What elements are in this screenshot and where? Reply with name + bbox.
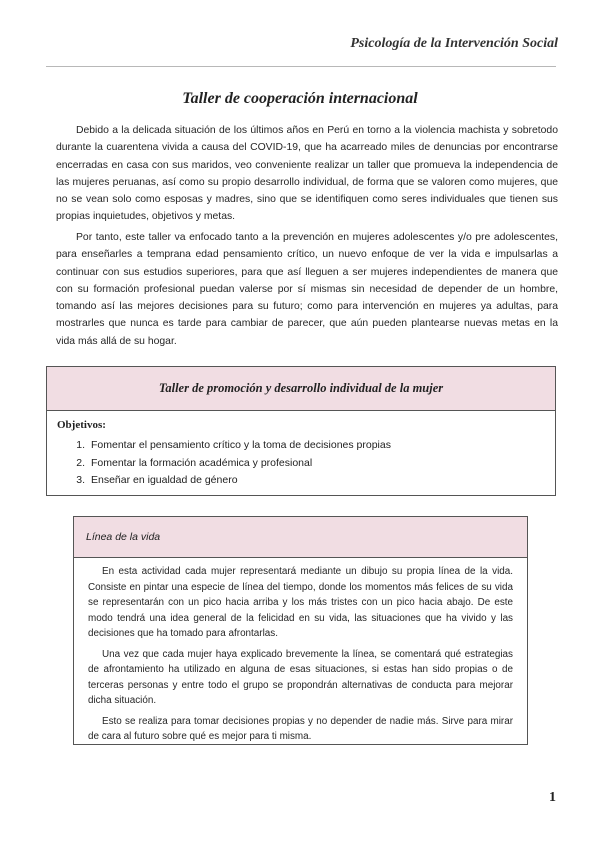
- running-header: Psicología de la Intervención Social: [350, 36, 558, 51]
- objective-item: [57, 455, 545, 473]
- objective-number: 1.: [76, 439, 85, 451]
- objective-item: [57, 437, 545, 455]
- focus-paragraph: Por tanto, este taller va enfocado tanto a la prevención en mujeres adolescentes y/o pre adolescentes, para enseñarles a temprana edad pensamiento crítico, un nuevo enfoque de ver la vida e impulsarlas a continuar con sus estudios superiores, para que así lleguen a ser mujeres independientes de manera que con su formación profesional puedan valerse por sí mismas sin necesidad de depender de un hombre, tomando así las mejores decisiones para su futuro; como para intervención en mujeres ya adultas, para mostrarles que nunca es tarde para cambiar de parecer, que aún pueden plantearse nuevas metas en la vida más allá de su hogar.: [56, 232, 558, 347]
- objectives-list: [57, 437, 545, 490]
- workshop-title: Taller de promoción y desarrollo individual de la mujer: [47, 367, 555, 411]
- objective-item: [57, 472, 545, 490]
- objectives-label: Objetivos:: [57, 419, 106, 431]
- workshop-body: [47, 411, 555, 490]
- objective-text: Fomentar el pensamiento crítico y la toma de decisiones propias: [91, 439, 391, 451]
- objective-text: Fomentar la formación académica y profesional: [91, 456, 313, 469]
- objective-text: Enseñar en igualdad de género: [91, 474, 238, 486]
- document-title: Taller de cooperación internacional: [182, 90, 418, 107]
- page-number: 1: [549, 790, 556, 805]
- workshop-box: [46, 366, 556, 496]
- activity-paragraph: Esto se realiza para tomar decisiones propias y no depender de nadie más. Sirve para mirar de cara al futuro sobre qué es mejor para ti misma.: [88, 715, 513, 742]
- activity-box: [73, 516, 528, 745]
- objective-number: 2.: [76, 456, 85, 469]
- header-divider: [46, 66, 556, 67]
- intro-paragraph: Debido a la delicada situación de los últimos años en Perú en torno a la violencia machista y sobretodo durante la cuarentena vivida a causa del COVID-19, que ha acarreado miles de denuncias por encontrarse encerradas en casa con sus maridos, veo conveniente realizar un taller que promueva la independencia de las mujeres peruanas, así como su propio desarrollo individual, de forma que se valoren como mujeres, que no se vean solo como esposas y madres, sino que se identifiquen como seres individuales que tienen sus propias inquietudes, objetivos y metas.: [56, 125, 558, 223]
- activity-body: [74, 558, 527, 745]
- activity-paragraph: En esta actividad cada mujer representará mediante un dibujo su propia línea de la vida. Consiste en pintar una especie de línea del tiempo, donde los momentos más felices de su vida se representarán con un pico hacia arriba y los más tristes con un pico hacia abajo. De este modo tendrá una idea general de la felicidad en su vida, las situaciones que ha vivido y las decisiones que ha tomado para afrontarlas.: [88, 566, 513, 639]
- activity-paragraph: Una vez que cada mujer haya explicado brevemente la línea, se comentará qué estrategias de afrontamiento ha utilizado en alguna de esas situaciones, si estas han sido propias o de terceras personas y entre todo el grupo se propondrán alternativas de conducta para mejorar dicha situación.: [88, 648, 513, 706]
- objective-number: 3.: [76, 474, 85, 486]
- activity-title: Línea de la vida: [74, 517, 527, 558]
